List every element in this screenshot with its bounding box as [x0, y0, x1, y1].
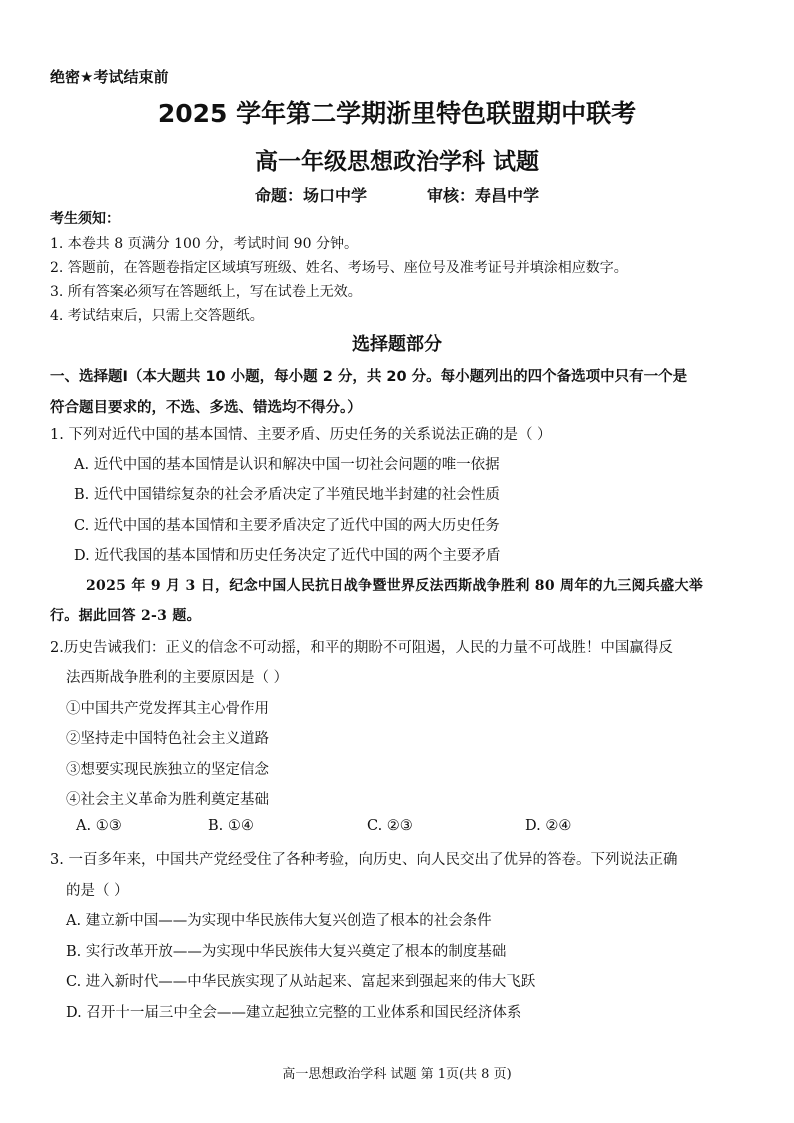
notice-item: 4. 考试结束后，只需上交答题纸。 [50, 308, 264, 324]
notice-item: 1. 本卷共 8 页满分 100 分，考试时间 90 分钟。 [50, 236, 358, 252]
reviewer-label: 审核：寿昌中学 [427, 186, 540, 205]
question-2-item: ④社会主义革命为胜利奠定基础 [66, 792, 269, 808]
page-footer: 高一思想政治学科 试题 第 1页(共 8 页) [282, 1067, 512, 1082]
question-2-item: ②坚持走中国特色社会主义道路 [66, 731, 269, 747]
question-2-option-a: A. ①③ [76, 818, 122, 834]
setter-label: 命题：场口中学 [254, 186, 367, 205]
question-2-option-c: C. ②③ [367, 818, 413, 834]
question-1-stem: 1. 下列对近代中国的基本国情、主要矛盾、历史任务的关系说法正确的是（ ） [50, 427, 552, 443]
material-intro-line1: 2025 年 9 月 3 日，纪念中国人民抗日战争暨世界反法西斯战争胜利 80 周年的九三阅兵盛大举 [86, 578, 704, 594]
question-1-option-b: B. 近代中国错综复杂的社会矛盾决定了半殖民地半封建的社会性质 [74, 487, 500, 503]
notice-item: 3. 所有答案必须写在答题纸上，写在试卷上无效。 [50, 284, 362, 300]
confidential-label: 绝密★考试结束前 [50, 68, 169, 86]
question-1-option-d: D. 近代我国的基本国情和历史任务决定了近代中国的两个主要矛盾 [74, 548, 501, 564]
question-2-item: ③想要实现民族独立的坚定信念 [66, 762, 269, 778]
exam-subtitle: 高一年级思想政治学科 试题 [254, 149, 539, 175]
question-3-option-c: C. 进入新时代——中华民族实现了从站起来、富起来到强起来的伟大飞跃 [66, 974, 536, 990]
question-3-stem-line1: 3. 一百多年来，中国共产党经受住了各种考验，向历史、向人民交出了优异的答卷。下列说法正确 [50, 852, 678, 868]
material-intro-line2: 行。据此回答 2-3 题。 [50, 608, 201, 624]
question-1-option-a: A. 近代中国的基本国情是认识和解决中国一切社会问题的唯一依据 [74, 457, 500, 473]
question-3-option-b: B. 实行改革开放——为实现中华民族伟大复兴奠定了根本的制度基础 [66, 944, 507, 960]
part-instructions-line2: 符合题目要求的，不选、多选、错选均不得分。） [50, 400, 362, 416]
question-2-stem-line1: 2.历史告诫我们：正义的信念不可动摇，和平的期盼不可阻遏，人民的力量不可战胜！中国赢得反 [50, 640, 673, 656]
exam-title: 2025 学年第二学期浙里特色联盟期中联考 [157, 99, 637, 128]
notice-heading: 考生须知： [50, 211, 120, 227]
section-title: 选择题部分 [352, 334, 442, 355]
notice-item: 2. 答题前，在答题卷指定区域填写班级、姓名、考场号、座位号及准考证号并填涂相应数字。 [50, 260, 628, 276]
part-instructions-line1: 一、选择题Ⅰ（本大题共 10 小题，每小题 2 分，共 20 分。每小题列出的四个备选项中只有一个是 [50, 369, 688, 385]
question-3-stem-line2: 的是（ ） [66, 883, 129, 899]
question-2-option-b: B. ①④ [208, 818, 254, 834]
question-2-item: ①中国共产党发挥其主心骨作用 [66, 701, 269, 717]
question-1-option-c: C. 近代中国的基本国情和主要矛盾决定了近代中国的两大历史任务 [74, 518, 500, 534]
question-2-stem-line2: 法西斯战争胜利的主要原因是（ ） [66, 670, 289, 686]
question-3-option-a: A. 建立新中国——为实现中华民族伟大复兴创造了根本的社会条件 [66, 913, 492, 929]
credits-line [0, 183, 794, 206]
question-3-option-d: D. 召开十一届三中全会——建立起独立完整的工业体系和国民经济体系 [66, 1005, 522, 1021]
question-2-option-d: D. ②④ [525, 818, 572, 834]
